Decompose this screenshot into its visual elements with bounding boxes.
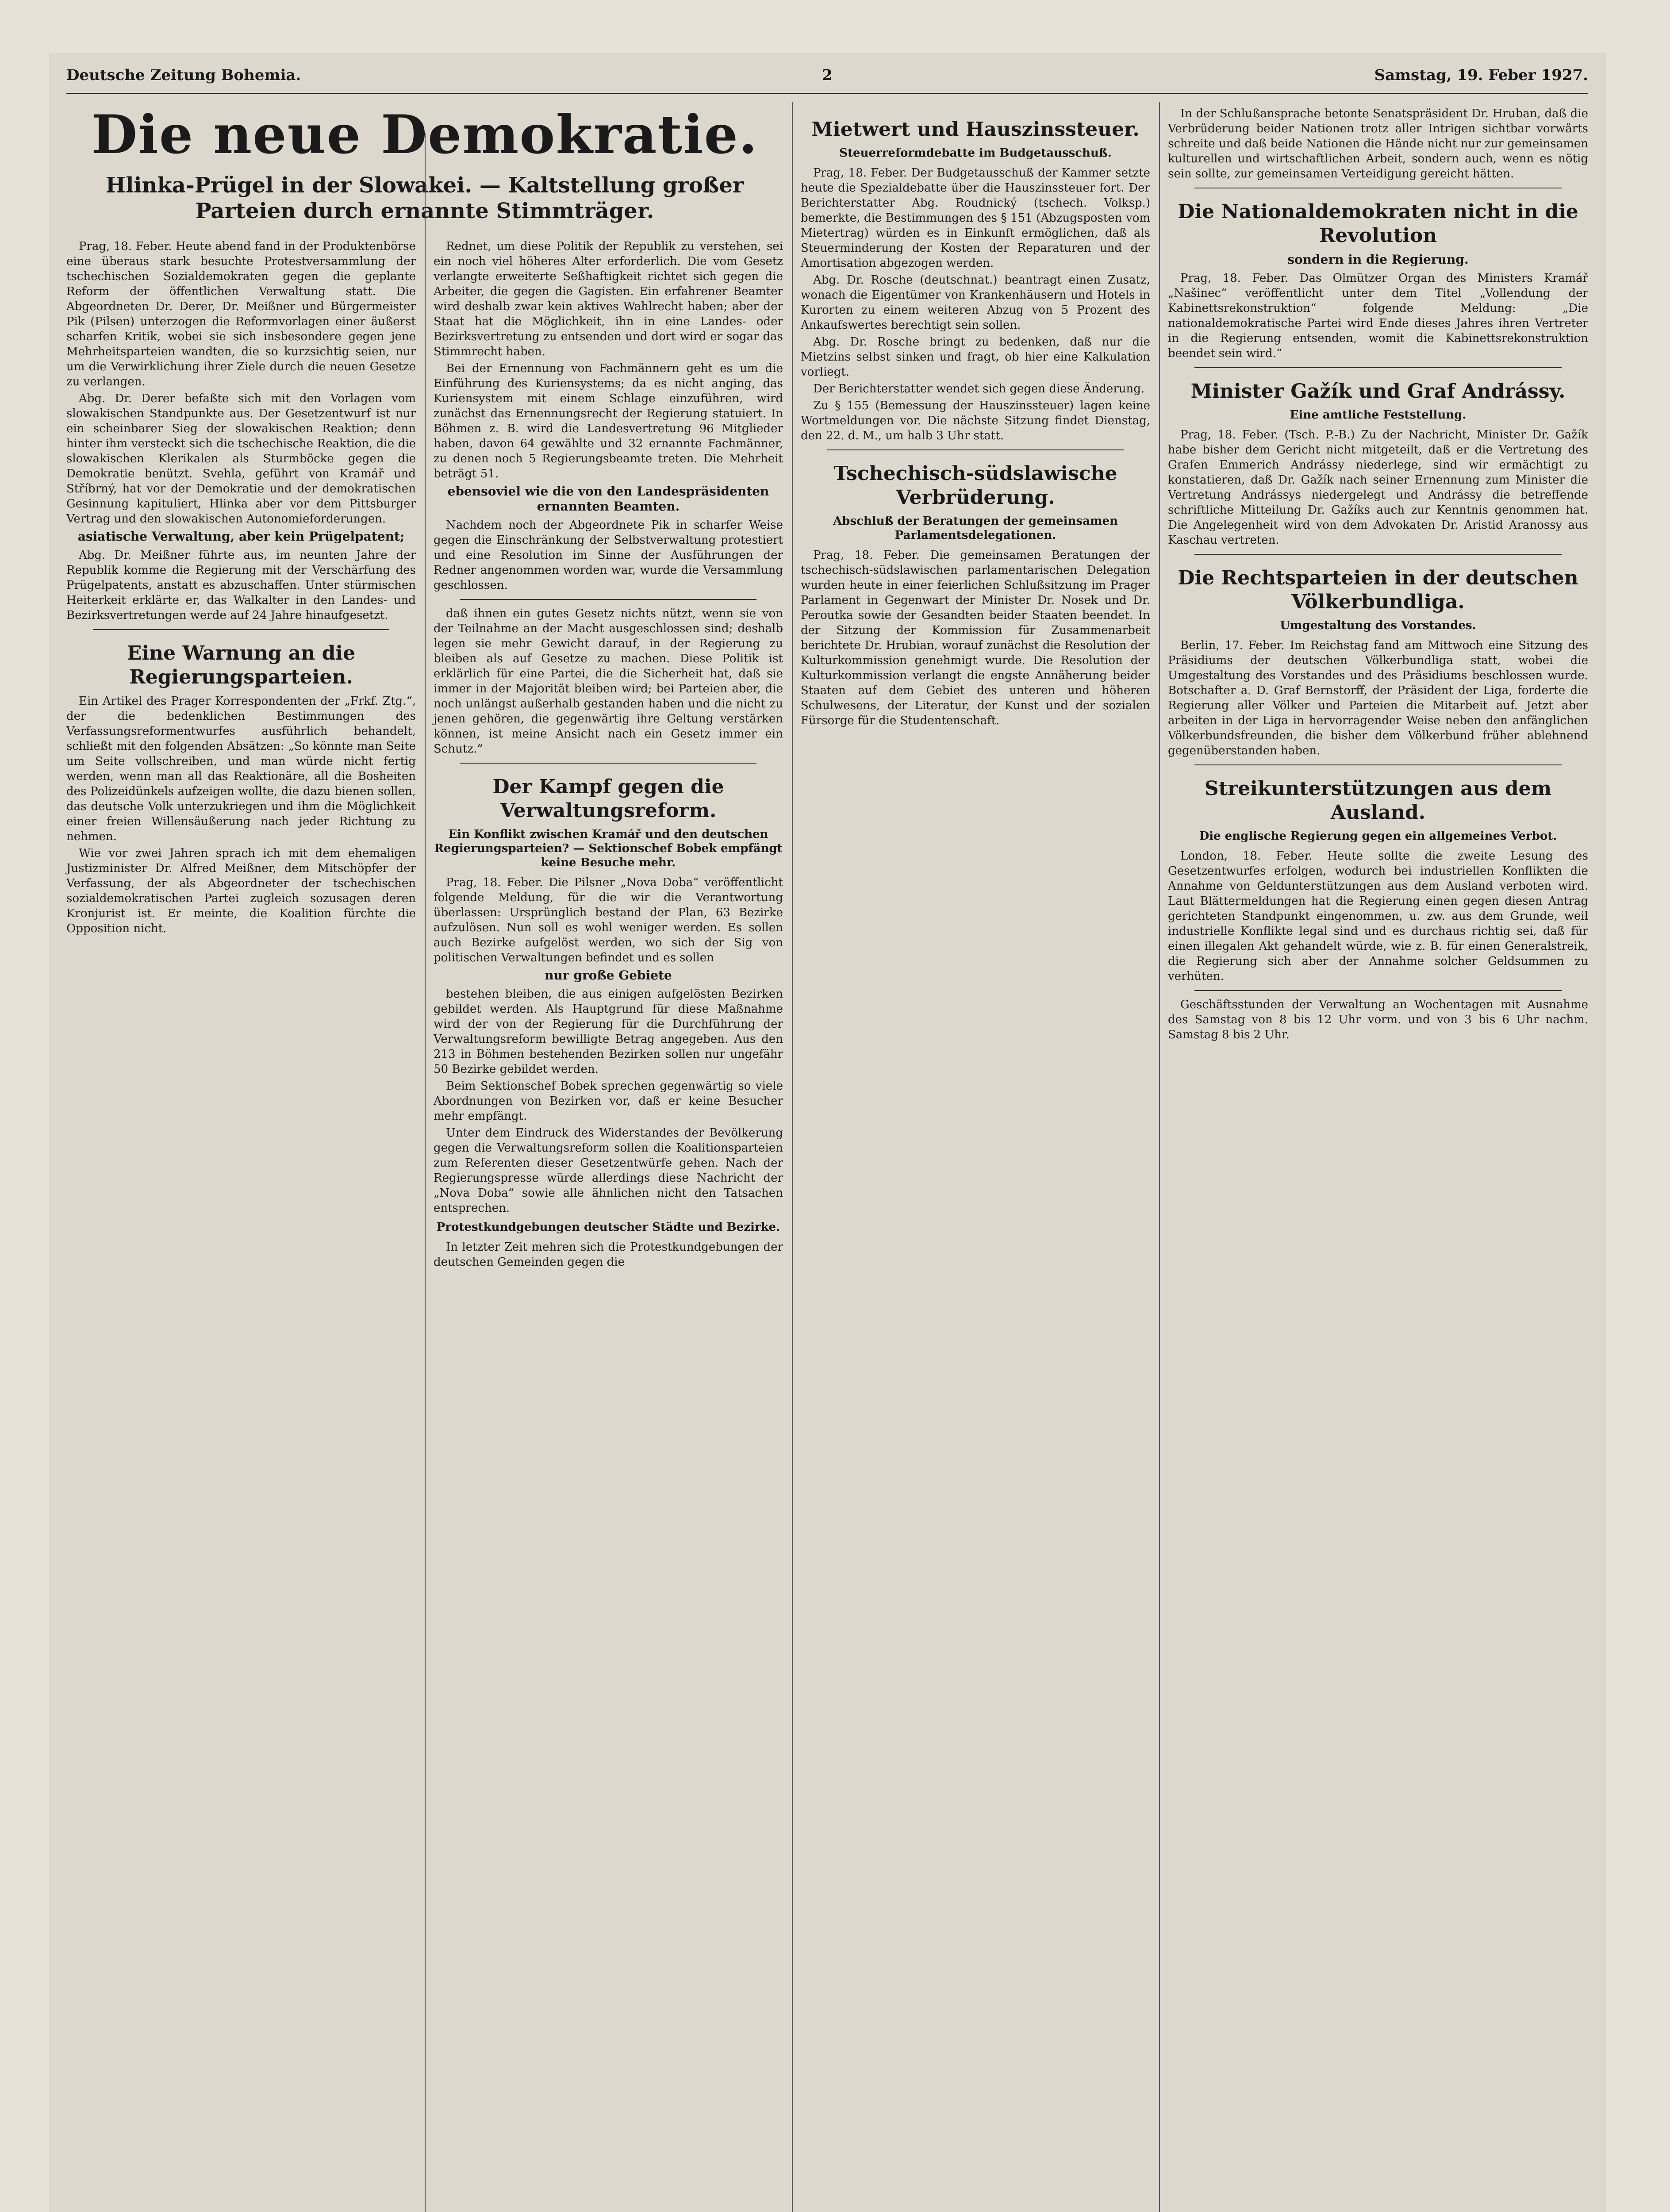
article-paragraph: Abg. Dr. Rosche (deutschnat.) beantragt einen Zusatz, wonach die Eigentümer von Krankenhäusern und Hotels in Kurorten zu einem weiteren Abzug von 5 Prozent des Ankaufswertes berechtigt sein sollen. — [801, 273, 1150, 332]
page-number: 2 — [822, 66, 833, 84]
article-paragraph: Prag, 18. Feber. Das Olmützer Organ des Ministers Kramář „Našinec“ veröffentlicht unter dem Titel „Vollendung der Kabinettsrekonstruktion“ folgende Meldung: „Die nationaldemokratische Partei wird Ende dieses Jahres ihren Vertreter in die Regierung entsenden, womit die Kabinettsrekonstruktion beendet sein wird.“ — [1168, 272, 1588, 360]
article-headline: Minister Gažík und Graf Andrássy. — [1190, 380, 1566, 403]
article-paragraph: London, 18. Feber. Heute sollte die zweite Lesung des Gesetzentwurfes erfolgen, wodurch bei industriellen Konflikten die Annahme von Geldunterstützungen aus dem Ausland verboten wird. Laut Blättermeldungen hat die Regierung einen gegen diesen Antrag gerichteten Standpunkt eingenommen, u. zw. aus dem Grunde, weil industrielle Konflikte legal sind und es durchaus richtig sei, daß für einen illegalen Akt gehandelt würde, wie z. B. für einen Generalstreik, die Regierung sich aber der Annahme solcher Geldsummen zu verhüten. — [1168, 849, 1588, 983]
article-paragraph: Beim Sektionschef Bobek sprechen gegenwärtig so viele Abordnungen von Bezirken vor, daß er keine Besucher mehr empfängt. — [434, 1079, 783, 1123]
article-paragraph: Zu § 155 (Bemessung der Hauszinssteuer) lagen keine Wortmeldungen vor. Die nächste Sitzung findet Dienstag, den 22. d. M., um halb 3 Uhr statt. — [801, 399, 1150, 442]
article-subtitle: sondern in die Regierung. — [1287, 252, 1469, 267]
paper-name: Deutsche Zeitung Bohemia. — [66, 66, 301, 84]
article-headline: Die Nationaldemokraten nicht in die Revolution — [1178, 200, 1578, 247]
article-separator — [1194, 554, 1562, 555]
article-headline: Der Kampf gegen die Verwaltungsreform. — [492, 776, 724, 822]
column-rule — [792, 102, 793, 2212]
article-paragraph: Prag, 18. Feber. (Tsch. P.-B.) Zu der Nachricht, Minister Dr. Gažík habe bisher dem Gericht nicht mitgeteilt, daß er die Vertretung des Grafen Emmerich Andrássy niederlege, sind wir ermächtigt zu konstatieren, daß Dr. Gažík nach seiner Ernennung zum Minister die Vertretung Andrássys niedergelegt und Andrássy die betreffende schriftliche Mitteilung Dr. Gažíks auch zur Kenntnis genommen hat. Die Angelegenheit wird von dem Advokaten Dr. Aristid Aranossy aus Kaschau vertreten. — [1168, 428, 1588, 547]
article-headline: Streikunterstützungen aus dem Ausland. — [1204, 777, 1552, 824]
article-paragraph: Prag, 18. Feber. Die gemeinsamen Beratungen der tschechisch-südslawischen parlamentarischen Delegation wurden heute in einer feierlichen Schlußsitzung im Prager Parlament in Gegenwart der Minister Dr. Nosek und Dr. Peroutka sowie der Gesandten beider Staaten beendet. In der Sitzung der Kommission für Zusammenarbeit berichtete Dr. Hrubian, worauf zunächst die Resolution der Kulturkommission genehmigt wurde. Die Resolution der Kulturkommission verlangt die engste Annäherung beider Staaten auf dem Gebiet des unteren und höheren Schulwesens, der Literatur, der Kunst und der sozialen Fürsorge für die Studentenschaft. — [801, 549, 1150, 727]
article-paragraph: In der Schlußansprache betonte Senatspräsident Dr. Hruban, daß die Verbrüderung beider Nationen trotz aller Intrigen sichtbar vorwärts schreite und daß beide Nationen die Hände nicht nur zur gemeinsamen kulturellen und wirtschaftlichen Arbeit, sondern auch, wenn es nötig sein sollte, zur gemeinsamen Verteidigung gereicht hätten. — [1168, 107, 1588, 180]
article-paragraph: Prag, 18. Feber. Der Budgetausschuß der Kammer setzte heute die Spezialdebatte über die Hauszinssteuer fort. Der Berichterstatter Abg. Roudnický (tschech. Volksp.) bemerkte, die Bestimmungen des § 151 (Abzugsposten vom Mietertrag) würden es in Einkunft ermöglichen, daß als Steuerminderung der Kosten der Reparaturen und der Amortisation abgezogen werden. — [801, 166, 1150, 270]
article-headline: Eine Warnung an die Regierungsparteien. — [127, 642, 356, 688]
article-separator — [93, 629, 389, 630]
column-rule — [425, 133, 426, 2212]
column-4 — [1168, 106, 1588, 1044]
lead-subhead: asiatische Verwaltung, aber kein Prügelpatent; — [77, 529, 405, 544]
lead-inset: ebensoviel wie die von den Landespräsidenten ernannten Beamten. — [447, 484, 769, 514]
article-subhead: nur große Gebiete — [545, 968, 672, 983]
article-deck: Steuerreformdebatte im Budgetausschuß. — [839, 146, 1112, 160]
lead-continuation: Bei der Ernennung von Fachmännern geht es um die Einführung des Kuriensystems; da es nicht anging, das Kuriensystem mit einem Schlage einzuführen, wird zunächst das Ernennungsrecht der Regierung statuiert. In Böhmen z. B. wird die Landesvertretung 96 Mitglieder haben, davon 64 gewählte und 32 ernannte Fachmänner, zu denen noch 5 Regierungsbeamte treten. Die Mehrheit beträgt 51. — [434, 362, 783, 480]
article-deck: Eine amtliche Feststellung. — [1290, 408, 1467, 422]
article-deck: Umgestaltung des Vorstandes. — [1280, 619, 1476, 632]
article-separator — [827, 449, 1124, 450]
lead-headline: Die neue Demokratie. — [91, 104, 758, 166]
article-paragraph: Abg. Dr. Rosche bringt zu bedenken, daß nur die Mietzins selbst sinken und fragt, ob hier eine Kalkulation vorliegt. — [801, 335, 1150, 379]
column-rule — [1159, 102, 1160, 2212]
column-3 — [801, 106, 1150, 730]
article-separator — [1194, 367, 1562, 368]
office-hours-notice: Geschäftsstunden der Verwaltung an Wochentagen mit Ausnahme des Samstag von 8 bis 12 Uhr vorm. und von 3 bis 6 Uhr nachm. Samstag 8 bis 2 Uhr. — [1168, 998, 1588, 1041]
article-deck: Abschluß der Beratungen der gemeinsamen Parlamentsdelegationen. — [833, 515, 1118, 542]
header-rule — [66, 93, 1588, 94]
lead-continuation: Rednet, um diese Politik der Republik zu verstehen, sei ein noch viel höheres Alter erforderlich. Die vom Gesetz verlangte erweiterte Seßhaftigkeit richtet sich gegen die Arbeiter, die gegen die Gagisten. Ein erfahrener Beamter wird deshalb zwar kein aktives Wahlrecht haben; aber der Staat hat die Möglichkeit, ihn in eine Landes- oder Bezirksvertretung zu entsenden und dort wird er sogar das Stimmrecht haben. — [434, 240, 783, 358]
article-separator — [1194, 990, 1562, 991]
article-paragraph: Ein Artikel des Prager Korrespondenten der „Frkf. Ztg.“, der die bedenklichen Bestimmungen des Verfassungsreformentwurfes ausführlich behandelt, schließt mit den folgenden Absätzen: „So könnte man Seite um Seite vollschreiben, und man würde nicht fertig werden, wenn man all das Reaktionäre, all die Bosheiten des Polizeidünkels aufzeigen wollte, die dazu bienen sollen, das deutsche Volk unterzukriegen und ihm die Möglichkeit einer freien Willensäußerung nach jeder Richtung zu nehmen. — [66, 695, 416, 843]
article-paragraph: In letzter Zeit mehren sich die Protestkundgebungen der deutschen Gemeinden gegen die — [434, 1240, 783, 1269]
lead-paragraph: Abg. Dr. Meißner führte aus, im neunten Jahre der Republik komme die Regierung mit der Verschärfung des Prügelpatents, anstatt es abzuschaffen. Unter stürmischen Heiterkeit erklärte er, das Walkalter in den Landes- und Bezirksvertretungen werde auf 24 Jahre hinaufgesetzt. — [66, 549, 416, 622]
article-tail-headline: Protestkundgebungen deutscher Städte und Bezirke. — [436, 1221, 780, 1234]
article-headline: Die Rechtsparteien in der deutschen Völkerbundliga. — [1178, 567, 1578, 613]
running-head — [66, 66, 1588, 93]
article-paragraph: Wie vor zwei Jahren sprach ich mit dem ehemaligen Justizminister Dr. Alfred Meißner, dem Mitschöpfer der Verfassung, der als Abgeordneter der tschechischen sozialdemokratischen Partei zugleich sozusagen deren Kronjurist ist. Er meinte, die Koalition fürchte die Opposition nicht. — [66, 847, 416, 935]
column-2 — [434, 239, 783, 1271]
column-1 — [66, 239, 416, 938]
lead-deck: Hlinka-Prügel in der Slowakei. — Kaltstellung großer Parteien durch ernannte Stimmträger. — [105, 173, 744, 223]
article-separator — [460, 763, 756, 764]
issue-date: Samstag, 19. Feber 1927. — [1374, 66, 1588, 84]
lead-paragraph: Prag, 18. Feber. Heute abend fand in der Produktenbörse eine überaus stark besuchte Protestversammlung der tschechischen Sozialdemokraten gegen die geplante Reform der öffentlichen Verwaltung statt. Die Abgeordneten Dr. Derer, Dr. Meißner und Bürgermeister Pik (Pilsen) unterzogen die Reformvorlagen einer äußerst scharfen Kritik, wobei sie sich insbesondere gegen jene Mehrheitsparteien wandten, die so kurzsichtig seien, nur um die Verwirklichung ihrer Ziele durch die neuen Gesetze zu verlangen. — [66, 240, 416, 388]
article-paragraph: Prag, 18. Feber. Die Pilsner „Nova Doba“ veröffentlicht folgende Meldung, für die wir die Verantwortung überlassen: Ursprünglich bestand der Plan, 63 Bezirke aufzulösen. Nun soll es wohl weniger werden. Es sollen auch Bezirke aufgelöst werden, wo sich der Sig von politischen Verwaltungen befindet und es sollen — [434, 876, 783, 964]
lead-continuation: Nachdem noch der Abgeordnete Pik in scharfer Weise gegen die Einschränkung der Selbstverwaltung protestiert und eine Resolution im Sinne der Ausführungen der Redner angenommen worden war, wurde die Versammlung geschlossen. — [434, 518, 783, 592]
article-separator — [1194, 764, 1562, 765]
article-headline: Mietwert und Hauszinssteuer. — [811, 118, 1140, 141]
article-deck: Die englische Regierung gegen ein allgemeines Verbot. — [1199, 830, 1557, 843]
article-paragraph: bestehen bleiben, die aus einigen aufgelösten Bezirken gebildet werden. Als Hauptgrund für diese Maßnahme wird der von der Regierung für die Durchführung der Verwaltungsreform bewilligte Betrag angegeben. Aus den 213 in Böhmen bestehenden Bezirken sollen nur ungefähr 50 Bezirke gebildet werden. — [434, 987, 783, 1076]
article-paragraph: daß ihnen ein gutes Gesetz nichts nützt, wenn sie von der Teilnahme an der Macht ausgeschlossen sind; deshalb legen sie mehr Gewicht darauf, in der Regierung zu bleiben als auf Gesetze zu machen. Diese Politik ist erklärlich für eine Partei, die die Sicherheit hat, daß sie immer in der Majorität bleiben wird; bei Parteien aber, die noch unlängst außerhalb gestanden haben und die nicht zu jenen gehören, die gegenwärtig ihre Geltung verstärken können, ist meine Ansicht nach ein Gesetz immer ein Schutz.“ — [434, 607, 783, 756]
article-paragraph: Der Berichterstatter wendet sich gegen diese Änderung. — [813, 382, 1145, 396]
newspaper-page — [49, 53, 1606, 2212]
article-paragraph: Berlin, 17. Feber. Im Reichstag fand am Mittwoch eine Sitzung des Präsidiums der deutschen Völkerbundliga statt, wobei die Umgestaltung des Vorstandes und des Präsidiums beschlossen wurde. Botschafter a. D. Graf Bernstorff, der Präsident der Liga, forderte die Regierung aller Völker und Parteien die Mitarbeit auf. Jetzt aber arbeiten in der Liga in hervorragender Weise neben den anfänglichen Völkerbundsfreunden, die bisher dem Völkerbund früher ablehnend gegenüberstanden haben. — [1168, 639, 1588, 757]
lead-paragraph: Abg. Dr. Derer befaßte sich mit den Vorlagen vom slowakischen Standpunkte aus. Der Gesetzentwurf ist nur ein scheinbarer Sieg der slowakischen Reaktion; denn hinter ihm versteckt sich die tschechische Reaktion, die die slowakischen Klerikalen als Sturmböcke gegen die Demokratie benützt. Svehla, geführt von Kramář und Stříbrný, hat vor der Demokratie und der demokratischen Gesinnung kapituliert, Hlinka aber vor dem Pittsburger Vertrag und den slowakischen Autonomieforderungen. — [66, 392, 416, 526]
article-deck: Ein Konflikt zwischen Kramář und den deutschen Regierungsparteien? — Sektionschef Bobek empfängt keine Besuche mehr. — [434, 828, 783, 869]
article-separator — [460, 599, 756, 600]
article-paragraph: Unter dem Eindruck des Widerstandes der Bevölkerung gegen die Verwaltungsreform sollen die Koalitionsparteien zum Referenten dieser Gesetzentwürfe gehen. Nach der Regierungspresse würde allerdings diese Nachricht der „Nova Doba“ sowie alle ähnlichen nicht den Tatsachen entsprechen. — [434, 1126, 783, 1215]
article-headline: Tschechisch-südslawische Verbrüderung. — [833, 462, 1117, 509]
